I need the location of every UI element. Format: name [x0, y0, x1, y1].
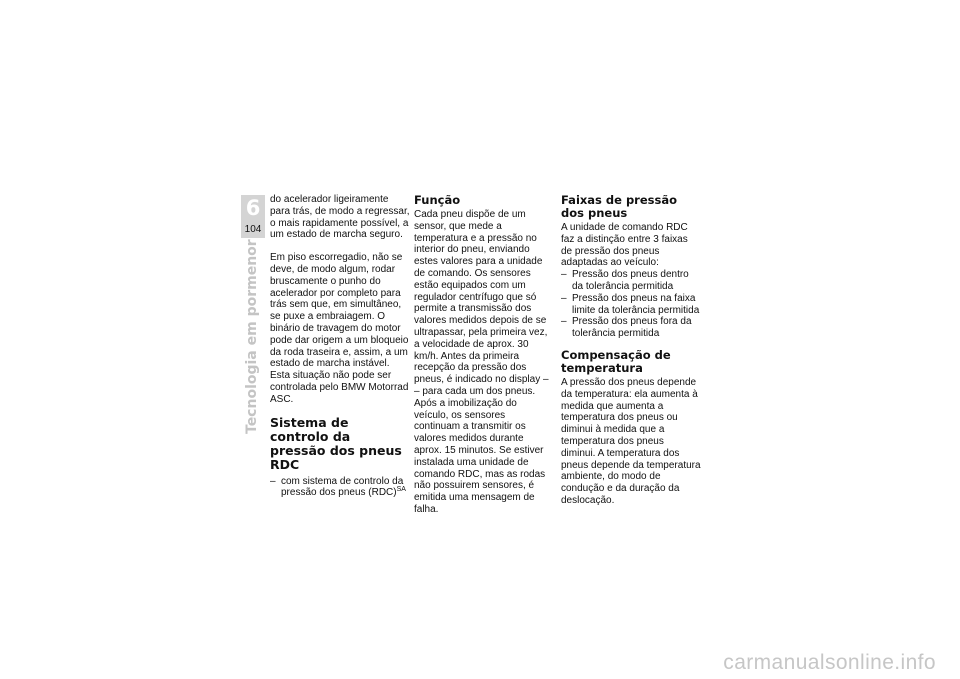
optional-equipment-mark: SA: [396, 486, 406, 494]
list-item: [561, 293, 701, 317]
site-watermark: carmanualsonline.info: [723, 651, 936, 674]
list-item: [270, 476, 410, 500]
equipment-list: [270, 476, 410, 500]
list-item-text: Pressão dos pneus fora da tolerância permitida: [572, 316, 692, 340]
paragraph: A pressão dos pneus depende da temperatura: ela aumenta à medida que aumenta a temperatura dos pneus ou diminui à medida que a temperatura dos pneus diminui. A temperatura dos pneus depende da temperatura ambiente, do modo de condução e da duração da deslocação.: [561, 376, 701, 506]
dash-marker: –: [561, 269, 567, 281]
dash-marker: –: [561, 316, 567, 328]
section-heading-temperature: Compensação de temperatura: [561, 347, 671, 375]
list-item-text: com sistema de controlo da pressão dos pneus (RDC): [281, 475, 404, 499]
chapter-side-title: Tecnologia em pormenor: [244, 239, 260, 434]
text-column-2: [414, 194, 554, 516]
list-item: [561, 269, 701, 293]
paragraph: do acelerador ligeiramente para trás, de modo a regressar, o mais rapidamente possível, a um estado de marcha seguro.: [270, 194, 410, 241]
text-column-1: [270, 194, 410, 499]
section-heading-pressure-ranges: Faixas de pressão dos pneus: [561, 193, 677, 220]
section-heading-funcao: Função: [414, 193, 461, 207]
paragraph: Em piso escorregadio, não se deve, de modo algum, rodar bruscamente o punho do acelerador por completo para trás sem que, em simultâneo, se puxe a embraiagem. O binário de travagem do motor pode dar origem a um bloqueio da roda traseira e, assim, a um estado de marcha instável. Esta situação não pode ser controlada pelo BMW Motorrad ASC.: [270, 252, 409, 405]
section-heading-rdc: Sistema de controlo da pressão dos pneus RDC: [270, 414, 402, 472]
paragraph: Cada pneu dispõe de um sensor, que mede a temperatura e a pressão no interior do pneu, enviando estes valores para a unidade de comando. Os sensores estão equipados com um regulador centrífugo que só permite a transmissão dos valores medidos depois de se ultrapassar, pela primeira vez, a velocidade de aprox. 30 km/h. Antes da primeira recepção da pressão dos pneus, é indicado no display – – para cada um dos pneus. Após a imobilização do veículo, os sensores continuam a transmitir os valores medidos durante aprox. 15 minutos. Se estiver instalada uma unidade de comando RDC, mas as rodas não possuirem sensores, é emitida uma mensagem de falha.: [414, 209, 549, 515]
list-item-text: Pressão dos pneus dentro da tolerância permitida: [572, 269, 689, 292]
text-column-3: [561, 194, 701, 507]
paragraph: A unidade de comando RDC faz a distinção entre 3 faixas de pressão dos pneus adaptadas ao veículo:: [561, 222, 688, 269]
pressure-range-list: [561, 269, 701, 340]
list-item-text: Pressão dos pneus na faixa limite da tolerância permitida: [572, 292, 700, 316]
page-number: 104: [244, 224, 262, 235]
chapter-number: 6: [245, 196, 261, 220]
list-item: [561, 316, 701, 340]
dash-marker: –: [270, 475, 276, 487]
dash-marker: –: [561, 292, 567, 304]
